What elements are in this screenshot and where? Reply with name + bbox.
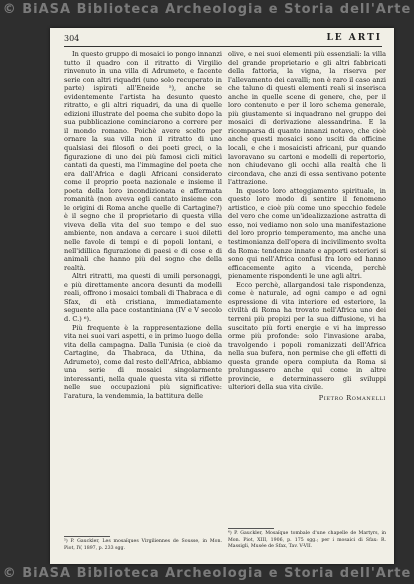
paragraph: Altri ritratti, ma questi di umili personaggi, e più direttamente ancora desunti da modelli reali, offrono i mosaici tombali di Thabraca e di Sfax, di età cristiana, immediatamente seguente alla pace costantiniana (IV e V secolo d. C.) ⁶). bbox=[64, 272, 222, 323]
paragraph: olive, e nei suoi elementi più essenziali: la villa del grande proprietario e gli altri fabbricati della fattoria, la vigna, la riserva per l'allevamento dei cavalli; non è raro il caso anzi che taluno di questi elementi reali si inserisca anche in quelle scene di genere, che, per il loro contenuto e per il loro schema generale, più giustamente si inquadrano nel gruppo dei mosaici di derivazione alessandrina. E la ricomparsa di quanto innanzi notavo, che cioè anche questi mosaici sono usciti da officine locali, e che i mosaicisti africani, pur quando lavoravano su cartoni e modelli di repertorio, non chiudevano gli occhi alla realtà che li circondava, che anzi di essa sentivano potente l'attrazione. bbox=[228, 50, 386, 187]
right-column bbox=[228, 50, 386, 402]
paragraph: Più frequente è la rappresentazione della vita nei suoi vari aspetti, e in primo luogo della vita della campagna. Dalla Tunisia (e cioè da Cartagine, da Thabraca, da Uthina, da Adrumeto), come dal resto dell'Africa, abbiamo una serie di mosaici singolarmente interessanti, nella quale questa vita si riflette nelle sue occupazioni più significative: l'aratura, la vendemmia, la battitura delle bbox=[64, 323, 222, 400]
footnote-rule-left bbox=[64, 536, 110, 537]
paragraph: In questo gruppo di mosaici io pongo innanzi tutto il quadro con il ritratto di Virgilio rinvenuto in una villa di Adrumeto, e facente serie con altri riquadri (uno solo recuperato in parte) ispirati all'Eneide ⁵), anche se evidentemente l'artista ha desunto questo ritratto, e gli altri riquadri, da una di quelle edizioni illustrate del poema che subito dopo la sua pubblicazione cominciarono a correre per il mondo romano. Poichè avere scelto per ornare la sua villa non il ritratto di uno qualsiasi dei filosofi o dei poeti greci, o la figurazione di uno dei più famosi cicli miticì cantati da questi, ma l'immagine del poeta che era dall'Africa e dagli Africani considerato come il proprio poeta nazionale e insieme il poeta della loro incondizionata e affermata romanità (non aveva egli cantato insieme con le origini di Roma anche quelle di Cartagine?) è il segno che il proprietario di questa villa viveva della vita del suo tempo e del suo ambiente, non andava a cercare i suoi diletti nelle favole di tempi e di popoli lontani, e nell'idillica figurazione di paesi e di cose e di animali che hanno più del sogno che della realtà. bbox=[64, 50, 222, 272]
footnote-left: ⁵) P. Gauckler, Les mosaïques Virgiliennes de Sousse, in Mon. Piot, IV, 1897, p. 233 sgg. bbox=[64, 539, 222, 551]
paragraph: Ecco perchè, allargandosi tale rispondenza, come è naturale, ad ogni campo e ad ogni espressione di vita interiore ed esteriore, la civiltà di Roma ha trovato nell'Africa uno dei terreni più propizi per la sua diffusione, vi ha suscitato più forti energie e vi ha impresso orme più profonde: solo l'invasione araba, travolgendo i popoli romanizzati dell'Africa nella sua bufera, non permise che gli effetti di questa grande opera compiuta da Roma si prolungassero anche qui come in altre provincie, e determinassero gli sviluppi ulteriori della sua vita civile. bbox=[228, 280, 386, 392]
header-rule bbox=[64, 46, 382, 47]
footnote-rule-right bbox=[228, 528, 274, 529]
left-column bbox=[64, 50, 222, 400]
watermark-top: © BiASA Biblioteca Archeologia e Storia dell'Arte bbox=[2, 2, 412, 17]
page-number: 304 bbox=[64, 34, 80, 43]
watermark-bottom: © BiASA Biblioteca Archeologia e Storia dell'Arte bbox=[2, 566, 412, 581]
footnote-right: ⁶) P. Gauckler, Mosaïque tombale d'une chapelle de Martyrs, in Mon. Piot, XIII, 1906, p. 175 sgg.; per i mosaici di Sfax: R. Massigli, Musée de Sfax, Tav. V-VII. bbox=[228, 531, 386, 549]
book-page bbox=[50, 28, 394, 564]
author-signature: Pietro Romanelli bbox=[318, 393, 386, 402]
running-title: LE ARTI bbox=[326, 33, 382, 43]
page-header bbox=[64, 32, 382, 46]
paragraph: In questo loro atteggiamento spirituale, in questo loro modo di sentire il fenomeno artistico, e cioè più come uno specchio fedele del vero che come un'idealizzazione astratta di esso, noi vediamo non solo una manifestazione del loro proprio temperamento, ma anche una testimonianza dell'opera di incivilimento svolta da Roma: tendenze innate e apporti esteriori si sono qui nell'Africa confusi fra loro ed hanno efficacemente agito a vicenda, perchè pienamente rispondenti le une agli altri. bbox=[228, 186, 386, 281]
